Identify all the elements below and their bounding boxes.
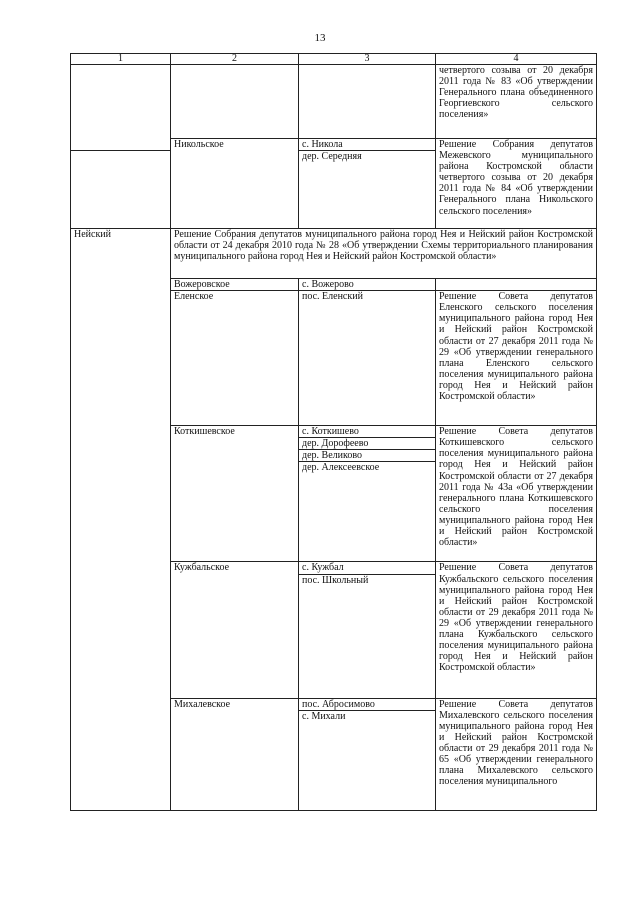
locality-cell: с. Кужбал (299, 562, 436, 574)
settlement-cell: Никольское (171, 139, 299, 229)
settlement-cell: Коткишевское (171, 426, 299, 562)
locality-cell: пос. Абросимово (299, 698, 436, 710)
locality-cell (299, 65, 436, 139)
table-row (71, 65, 597, 139)
locality-cell: дер. Дорофеево (299, 438, 436, 450)
settlement-cell: Еленское (171, 291, 299, 426)
settlements-table (70, 53, 597, 811)
locality-cell: дер. Алексеевское (299, 462, 436, 562)
decision-cell: Решение Собрания депутатов Межевского муниципального района Костромской области четвертого созыва от 20 декабря 2011 года № 84 «Об утверждении Генерального плана Никольского сельского поселения» (436, 139, 597, 229)
district-cell: Нейский (71, 229, 171, 811)
locality-cell: с. Коткишево (299, 426, 436, 438)
settlement-cell (171, 65, 299, 139)
settlement-cell: Вожеровское (171, 279, 299, 291)
column-header: 1 (71, 54, 171, 65)
decision-cell: Решение Совета депутатов Коткишевского сельского поселения муниципального района город Нея и Нейский район Костромской области от 27 декабря 2011 года № 43а «Об утверждении генерального плана Коткишевского сельского поселения муниципального района город Нея и Нейский район Костромской области» (436, 426, 597, 562)
locality-cell: с. Вожерово (299, 279, 436, 291)
page-number: 13 (314, 32, 326, 44)
decision-cell (436, 279, 597, 291)
decision-cell: четвертого созыва от 20 декабря 2011 года № 83 «Об утверждении Генерального плана объединенного Георгиевского сельского поселения» (436, 65, 597, 139)
settlement-cell: Михалевское (171, 698, 299, 810)
table-header-row (71, 54, 597, 65)
locality-cell: с. Никола (299, 139, 436, 151)
locality-cell: с. Михали (299, 710, 436, 810)
locality-cell: дер. Середняя (299, 151, 436, 229)
column-header: 4 (436, 54, 597, 65)
decision-cell: Решение Совета депутатов Кужбальского сельского поселения муниципального района город Нея и Нейский район Костромской области от 29 декабря 2011 года № 29 «Об утверждении генерального плана Кужбальского сельского поселения муниципального района город Нея и Нейский район Костромской области» (436, 562, 597, 698)
decision-cell: Решение Совета депутатов Еленского сельского поселения муниципального района город Нея и Нейский район Костромской области от 27 декабря 2011 года № 29 «Об утверждении генерального плана Еленского сельского поселения муниципального района город Нея и Нейский район Костромской области» (436, 291, 597, 426)
district-cell (71, 65, 171, 151)
decision-cell: Решение Совета депутатов Михалевского сельского поселения муниципального района город Нея и Нейский район Костромской области от 29 декабря 2011 года № 65 «Об утверждении генерального плана Михалевского сельского поселения муниципального (436, 698, 597, 810)
district-cell (71, 151, 171, 229)
settlement-cell: Кужбальское (171, 562, 299, 698)
district-decision-cell: Решение Собрания депутатов муниципального района город Нея и Нейский район Костромской области от 24 декабря 2010 года № 28 «Об утверждении Схемы территориального планирования муниципального района город Нея и Нейский район Костромской области» (171, 229, 597, 279)
locality-cell: пос. Еленский (299, 291, 436, 426)
column-header: 3 (299, 54, 436, 65)
locality-cell: пос. Школьный (299, 574, 436, 698)
column-header: 2 (171, 54, 299, 65)
table-row (71, 229, 597, 279)
locality-cell: дер. Великово (299, 450, 436, 462)
